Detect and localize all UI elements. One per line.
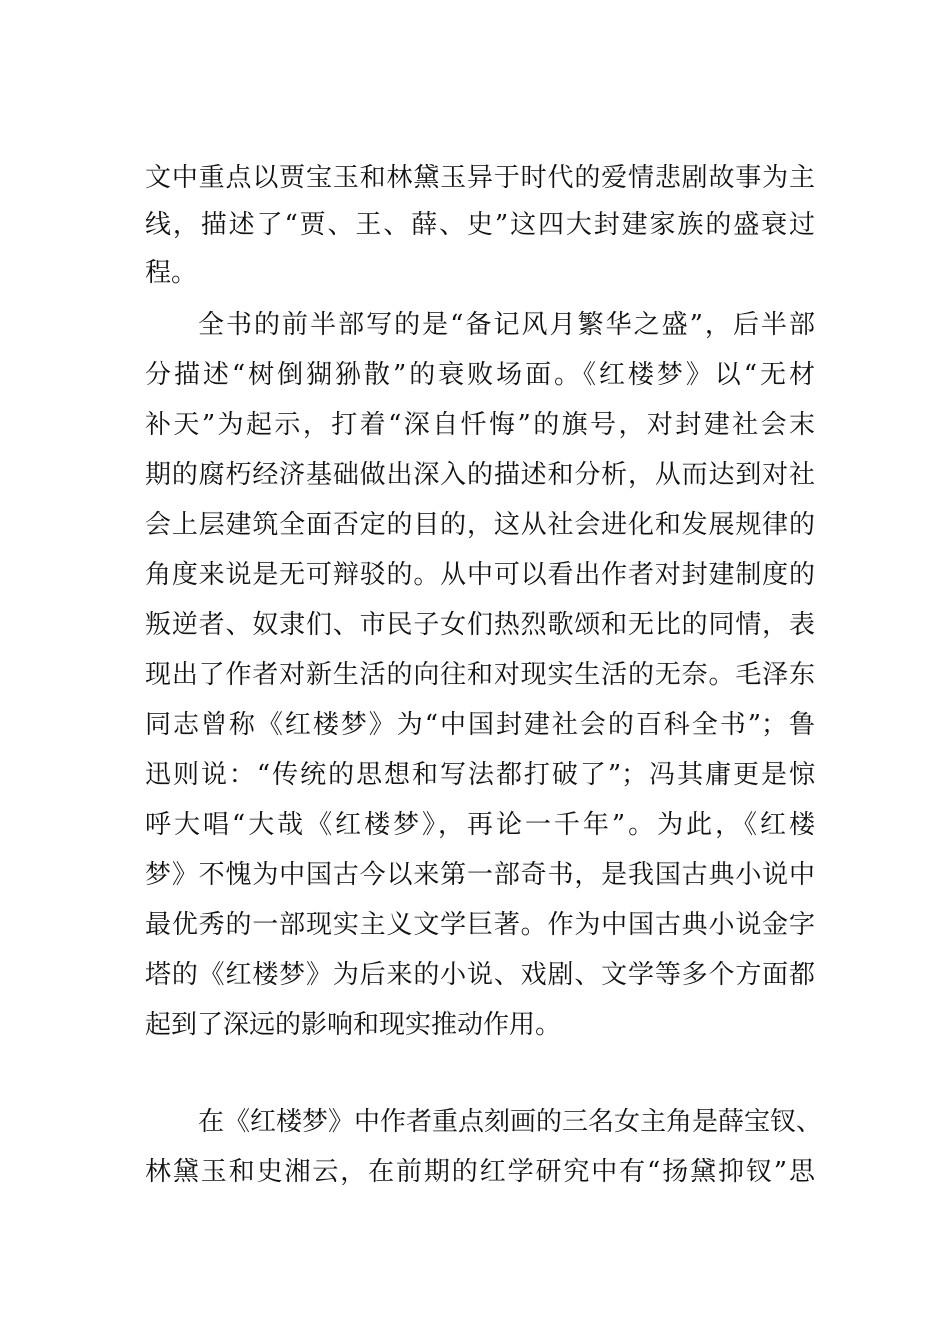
paragraph-2-line-1: 全书的前半部写的是“备记风月繁华之盛”，后半部 <box>198 310 815 340</box>
paragraph-2-line-11: 呼大唱“大哉《红楼梦》，再论一千年”。为此，《红楼 <box>145 810 815 840</box>
paragraph-2-line-3: 补天”为起示，打着“深自忏悔”的旗号，对封建社会末 <box>145 410 815 440</box>
paragraph-2-line-7: 叛逆者、奴隶们、市民子女们热烈歌颂和无比的同情，表 <box>145 610 815 640</box>
paragraph-2-line-12: 梦》不愧为中国古今以来第一部奇书，是我国古典小说中 <box>145 860 815 890</box>
paragraph-2-line-10: 迅则说：“传统的思想和写法都打破了”；冯其庸更是惊 <box>145 760 815 790</box>
paragraph-2-line-15: 起到了深远的影响和现实推动作用。 <box>145 1010 562 1040</box>
paragraph-1-line-1: 文中重点以贾宝玉和林黛玉异于时代的爱情悲剧故事为主 <box>145 163 815 193</box>
paragraph-2-line-6: 角度来说是无可辩驳的。从中可以看出作者对封建制度的 <box>145 560 815 590</box>
paragraph-2-line-9: 同志曾称《红楼梦》为“中国封建社会的百科全书”；鲁 <box>145 710 815 740</box>
paragraph-2-line-5: 会上层建筑全面否定的目的，这从社会进化和发展规律的 <box>145 510 815 540</box>
paragraph-2-line-2: 分描述“树倒猢狲散”的衰败场面。《红楼梦》以“无材 <box>145 360 815 390</box>
paragraph-1-line-3: 程。 <box>145 258 198 288</box>
paragraph-3-line-2: 林黛玉和史湘云，在前期的红学研究中有“扬黛抑钗”思 <box>145 1157 815 1187</box>
paragraph-3-line-1: 在《红楼梦》中作者重点刻画的三名女主角是薛宝钗、 <box>198 1107 823 1137</box>
paragraph-2-line-13: 最优秀的一部现实主义文学巨著。作为中国古典小说金字 <box>145 910 815 940</box>
paragraph-2-line-14: 塔的《红楼梦》为后来的小说、戏剧、文学等多个方面都 <box>145 960 815 990</box>
paragraph-2-line-4: 期的腐朽经济基础做出深入的描述和分析，从而达到对社 <box>145 460 815 490</box>
paragraph-2-line-8: 现出了作者对新生活的向往和对现实生活的无奈。毛泽东 <box>145 660 815 690</box>
paragraph-1-line-2: 线，描述了“贾、王、薛、史”这四大封建家族的盛衰过 <box>145 210 815 240</box>
